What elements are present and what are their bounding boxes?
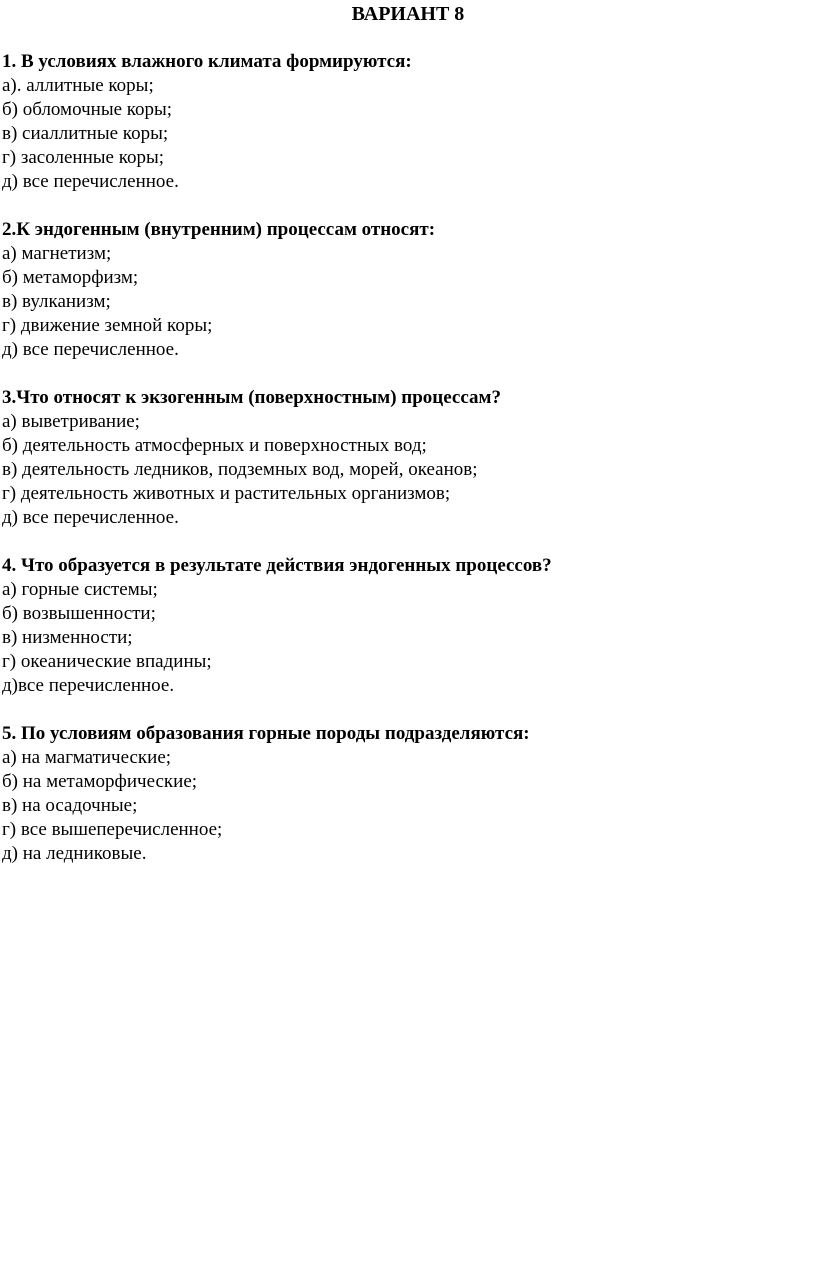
answer-option-e: д) все перечисленное. [2, 339, 179, 360]
answer-option-b: б) обломочные коры; [2, 99, 173, 120]
answer-option-d: г) движение земной коры; [2, 315, 213, 336]
answer-option-a: а) на магматические; [2, 747, 172, 768]
answer-option-b: б) метаморфизм; [2, 267, 139, 288]
question-text: 1. В условиях влажного климата формируются: [2, 51, 412, 72]
answer-option-e: д)все перечисленное. [2, 675, 175, 696]
question-text: 2.К эндогенным (внутренним) процессам относят: [2, 219, 436, 240]
question-1 [2, 50, 802, 194]
answer-option-c: в) на осадочные; [2, 795, 138, 816]
answer-option-d: г) океанические впадины; [2, 651, 212, 672]
answer-option-b: б) деятельность атмосферных и поверхностных вод; [2, 435, 427, 456]
answer-option-c: в) деятельность ледников, подземных вод, морей, океанов; [2, 459, 478, 480]
question-4 [2, 554, 802, 698]
answer-option-e: д) все перечисленное. [2, 507, 179, 528]
question-5 [2, 722, 802, 866]
answer-option-b: б) возвышенности; [2, 603, 156, 624]
page-title: ВАРИАНТ 8 [351, 3, 465, 25]
answer-option-a: а) магнетизм; [2, 243, 112, 264]
answer-option-b: б) на метаморфические; [2, 771, 198, 792]
answer-option-c: в) сиаллитные коры; [2, 123, 169, 144]
question-2 [2, 218, 802, 362]
answer-option-e: д) на ледниковые. [2, 843, 147, 864]
answer-option-d: г) засоленные коры; [2, 147, 165, 168]
question-3 [2, 386, 802, 530]
question-text: 3.Что относят к экзогенным (поверхностным) процессам? [2, 387, 501, 408]
answer-option-a: а). аллитные коры; [2, 75, 154, 96]
answer-option-d: г) все вышеперечисленное; [2, 819, 223, 840]
answer-option-d: г) деятельность животных и растительных организмов; [2, 483, 451, 504]
answer-option-c: в) низменности; [2, 627, 133, 648]
answer-option-e: д) все перечисленное. [2, 171, 179, 192]
question-text: 4. Что образуется в результате действия эндогенных процессов? [2, 555, 552, 576]
answer-option-a: а) горные системы; [2, 579, 158, 600]
answer-option-a: а) выветривание; [2, 411, 140, 432]
question-text: 5. По условиям образования горные породы подразделяются: [2, 723, 530, 744]
answer-option-c: в) вулканизм; [2, 291, 111, 312]
